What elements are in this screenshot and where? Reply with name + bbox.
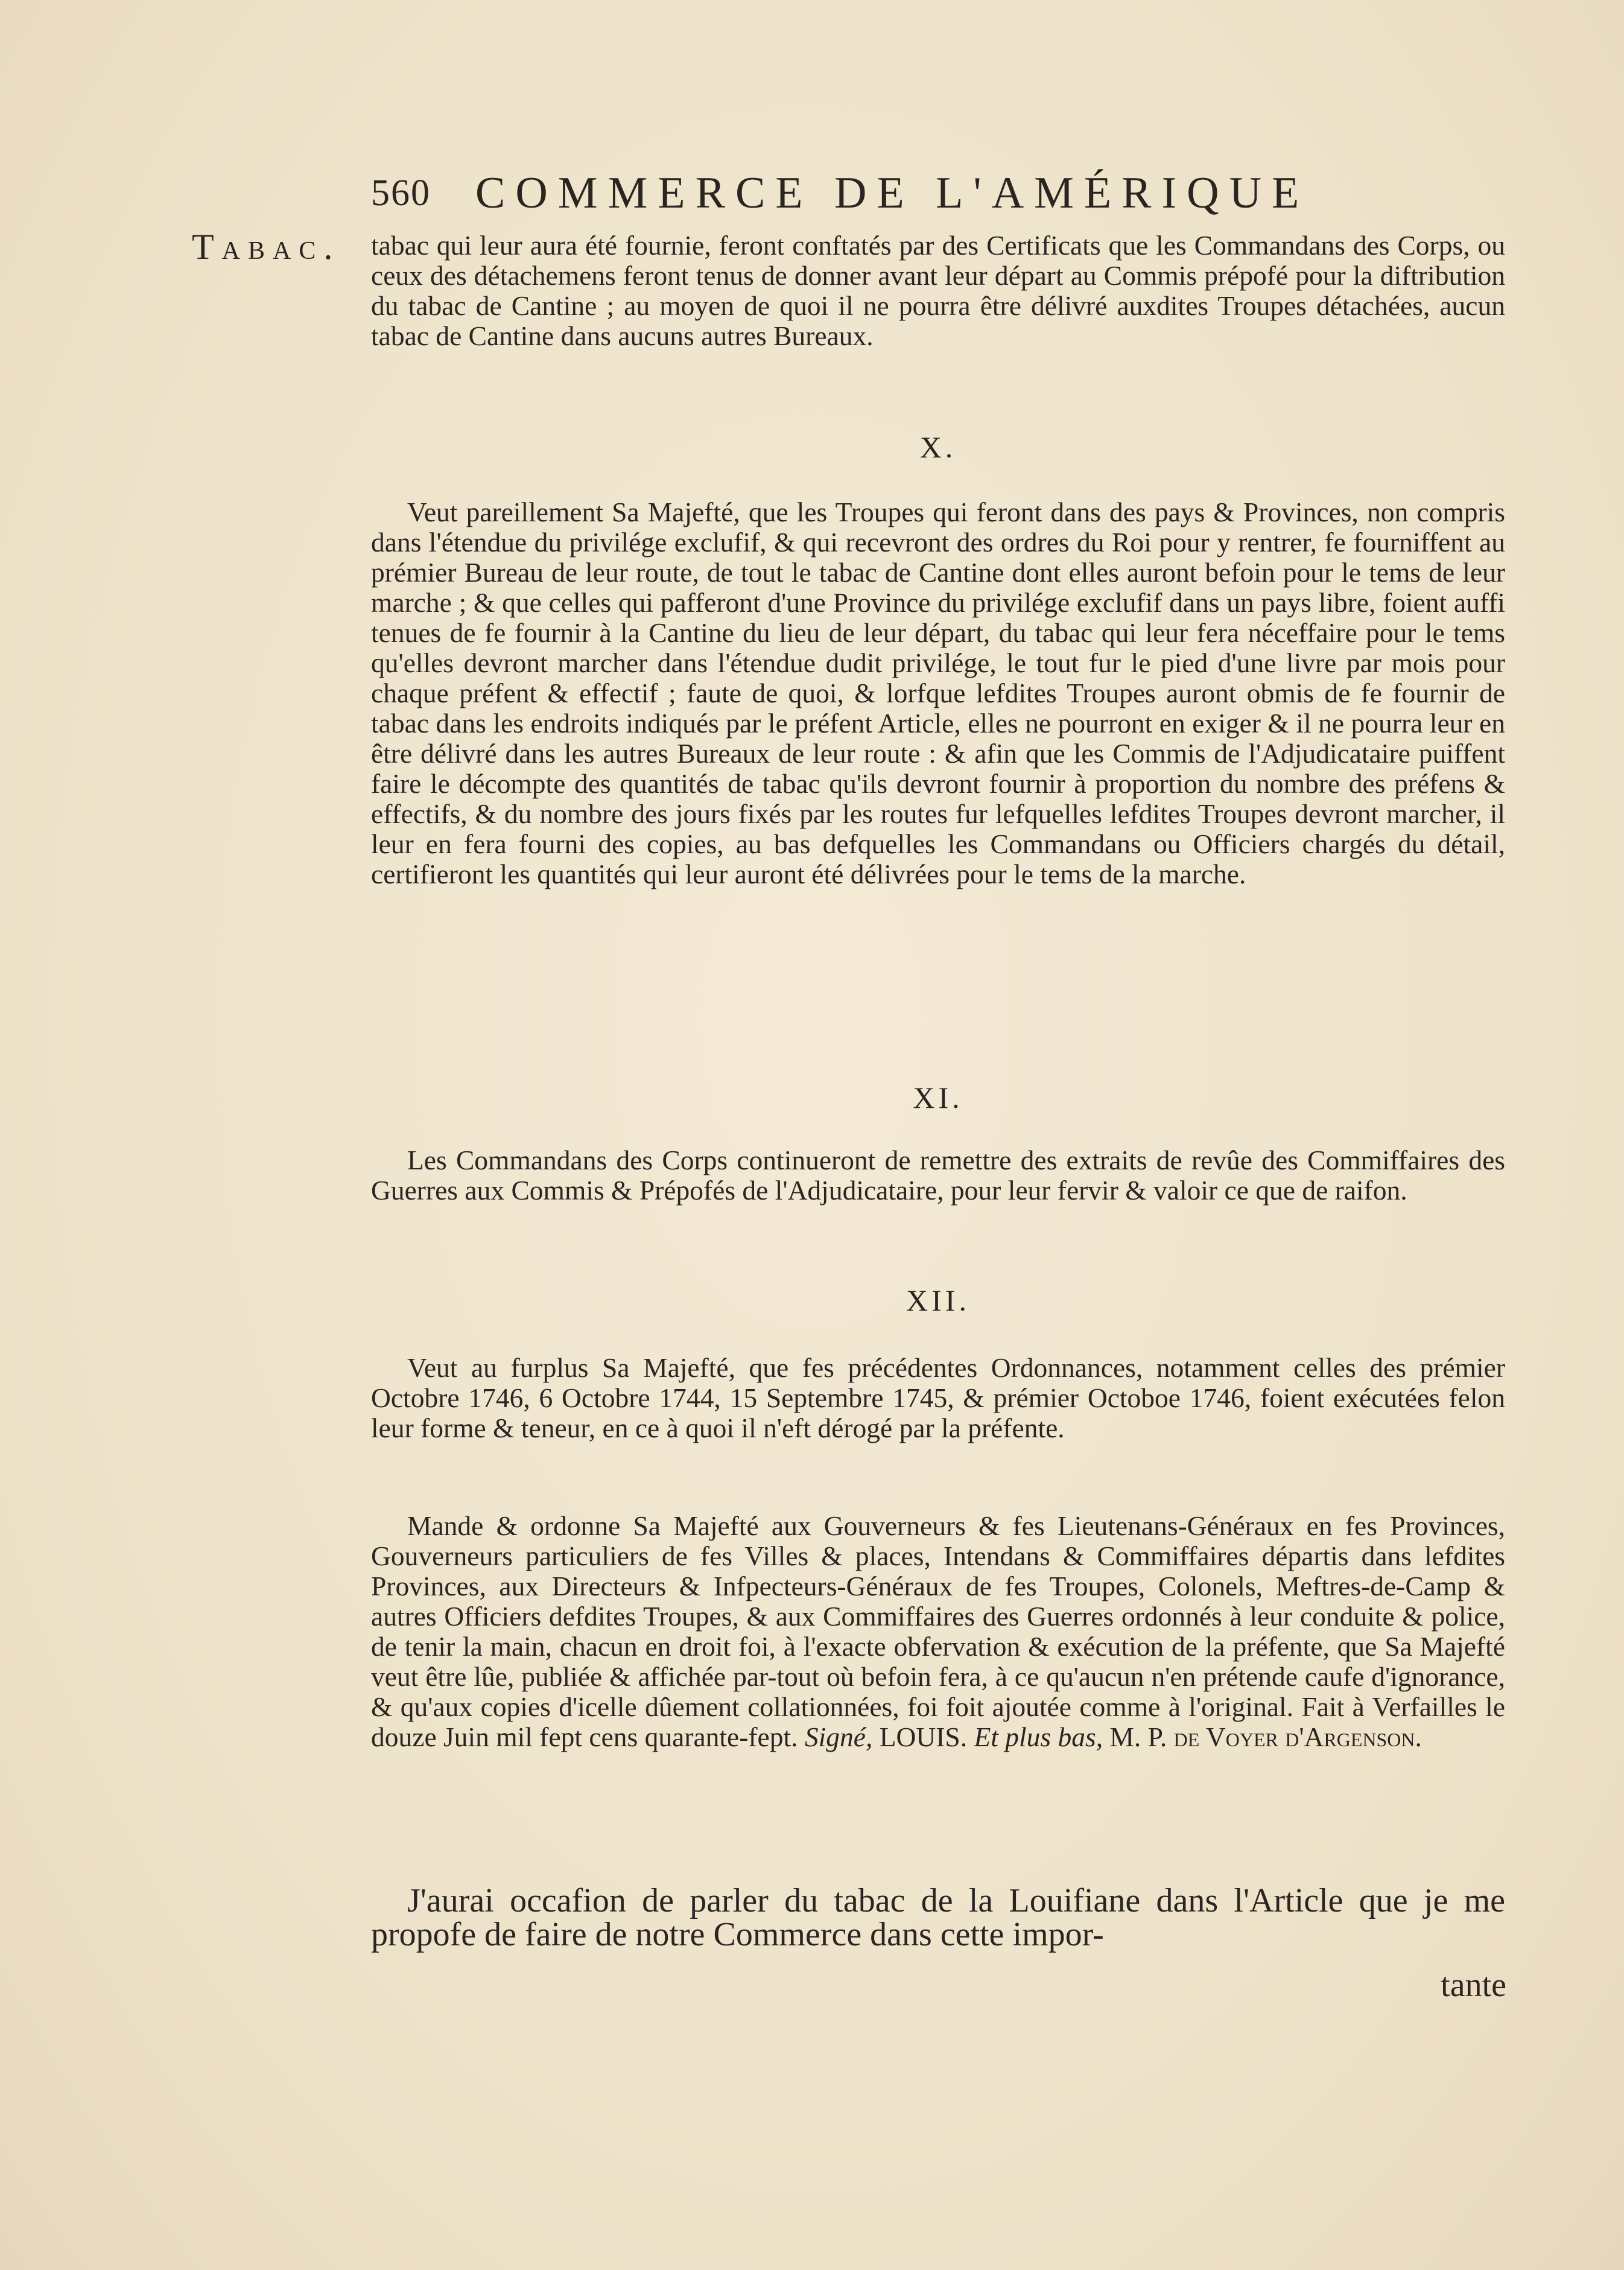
catchword: tante <box>1441 1966 1506 2004</box>
paragraph-text: Veut pareillement Sa Majefté, que les Troupes qui feront dans des pays & Provinces, non compris dans l'étendue du privilége exclufif, & qui recevront des ordres du Roi pour y rentrer, fe fourniffent au prémier Bureau de leur route, de tout le tabac de Cantine dont elles auront befoin pour le tems de leur marche ; & que celles qui pafferont d'une Province du privilége exclufif dans un pays libre, foient auffi tenues de fe fournir à la Cantine du lieu de leur départ, du tabac qui leur fera néceffaire pour le tems qu'elles devront marcher dans l'étendue dudit privilége, le tout fur le pied d'une livre par mois pour chaque préfent & effectif ; faute de quoi, & lorfque lefdites Troupes auront obmis de fe fournir de tabac dans les endroits indiqués par le préfent Article, elles ne pourront en exiger & il ne pourra leur en être délivré dans les autres Bureaux de leur route : & afin que les Commis de l'Adjudicataire puiffent faire le décompte des quantités de tabac qu'ils devront fournir à proportion du nombre des préfens & effectifs, & du nombre des jours fixés par les routes fur lefquelles lefdites Troupes devront marcher, il leur en fera fourni des copies, au bas defquelles les Commandans ou Officiers chargés du détail, certifieront les quantités qui leur auront été délivrées pour le tems de la marche. <box>371 497 1505 889</box>
article-x-paragraph <box>371 497 1505 889</box>
minister-signature: M. P. de Voyer d'Argenson. <box>1109 1722 1422 1752</box>
article-heading-xii: XII. <box>906 1283 970 1317</box>
article-heading-xi: XI. <box>913 1081 963 1114</box>
king-signature: LOUIS. <box>879 1722 968 1752</box>
mandate-text: Mande & ordonne Sa Majefté aux Gouverneurs & fes Lieutenans-Généraux en fes Provinces, Gouverneurs particuliers de fes Villes & places, Intendans & Commiffaires départis dans lefdites Provinces, aux Directeurs & Infpecteurs-Généraux de fes Troupes, Colonels, Meftres-de-Camp & autres Officiers defdites Troupes, & aux Commiffaires des Guerres ordonnés à leur conduite & police, de tenir la main, chacun en droit foi, à l'exacte obfervation & exécution de la préfente, que Sa Majefté veut être lûe, publiée & affichée par-tout où befoin fera, à ce qu'aucun n'en prétende caufe d'ignorance, & qu'aux copies d'icelle dûement collationnées, foi foit ajoutée comme à l'original. Fait à Verfailles le douze Juin mil fept cens quarante-fept. <box>371 1510 1505 1752</box>
article-heading-x: X. <box>919 430 957 464</box>
paragraph-continuation <box>371 230 1505 351</box>
closing-paragraph: J'aurai occafion de parler du tabac de la Louifiane dans l'Article que je me propofe de faire de notre Commerce dans cette impor- <box>371 1882 1505 1953</box>
paragraph-text: Les Commandans des Corps continueront de remettre des extraits de revûe des Commiffaires des Guerres aux Commis & Prépofés de l'Adjudicataire, pour leur fervir & valoir ce que de raifon. <box>371 1145 1505 1206</box>
paragraph-text: tabac qui leur aura été fournie, feront conftatés par des Certificats que les Commandans des Corps, ou ceux des détachemens feront tenus de donner avant leur départ au Commis prépofé pour la diftribution du tabac de Cantine ; au moyen de quoi il ne pourra être délivré auxdites Troupes détachées, aucun tabac de Cantine dans aucuns autres Bureaux. <box>371 230 1505 351</box>
mandate-paragraph <box>371 1511 1505 1752</box>
paragraph-text: Veut au furplus Sa Majefté, que fes précédentes Ordonnances, notamment celles des prémier Octobre 1746, 6 Octobre 1744, 15 Septembre 1745, & prémier Octoboe 1746, foient exécutées felon leur forme & teneur, en ce à quoi il n'eft dérogé par la préfente. <box>371 1352 1505 1443</box>
margin-note: Tabac. <box>192 227 341 267</box>
article-xi-paragraph <box>371 1145 1505 1206</box>
running-title: COMMERCE DE L'AMÉRIQUE <box>475 168 1310 218</box>
paragraph-text <box>371 1511 1505 1752</box>
page-number: 560 <box>371 172 431 214</box>
running-head <box>371 163 1360 223</box>
plus-bas-label: Et plus bas, <box>974 1722 1103 1752</box>
article-xii-paragraph <box>371 1353 1505 1443</box>
signe-label: Signé, <box>804 1722 873 1752</box>
